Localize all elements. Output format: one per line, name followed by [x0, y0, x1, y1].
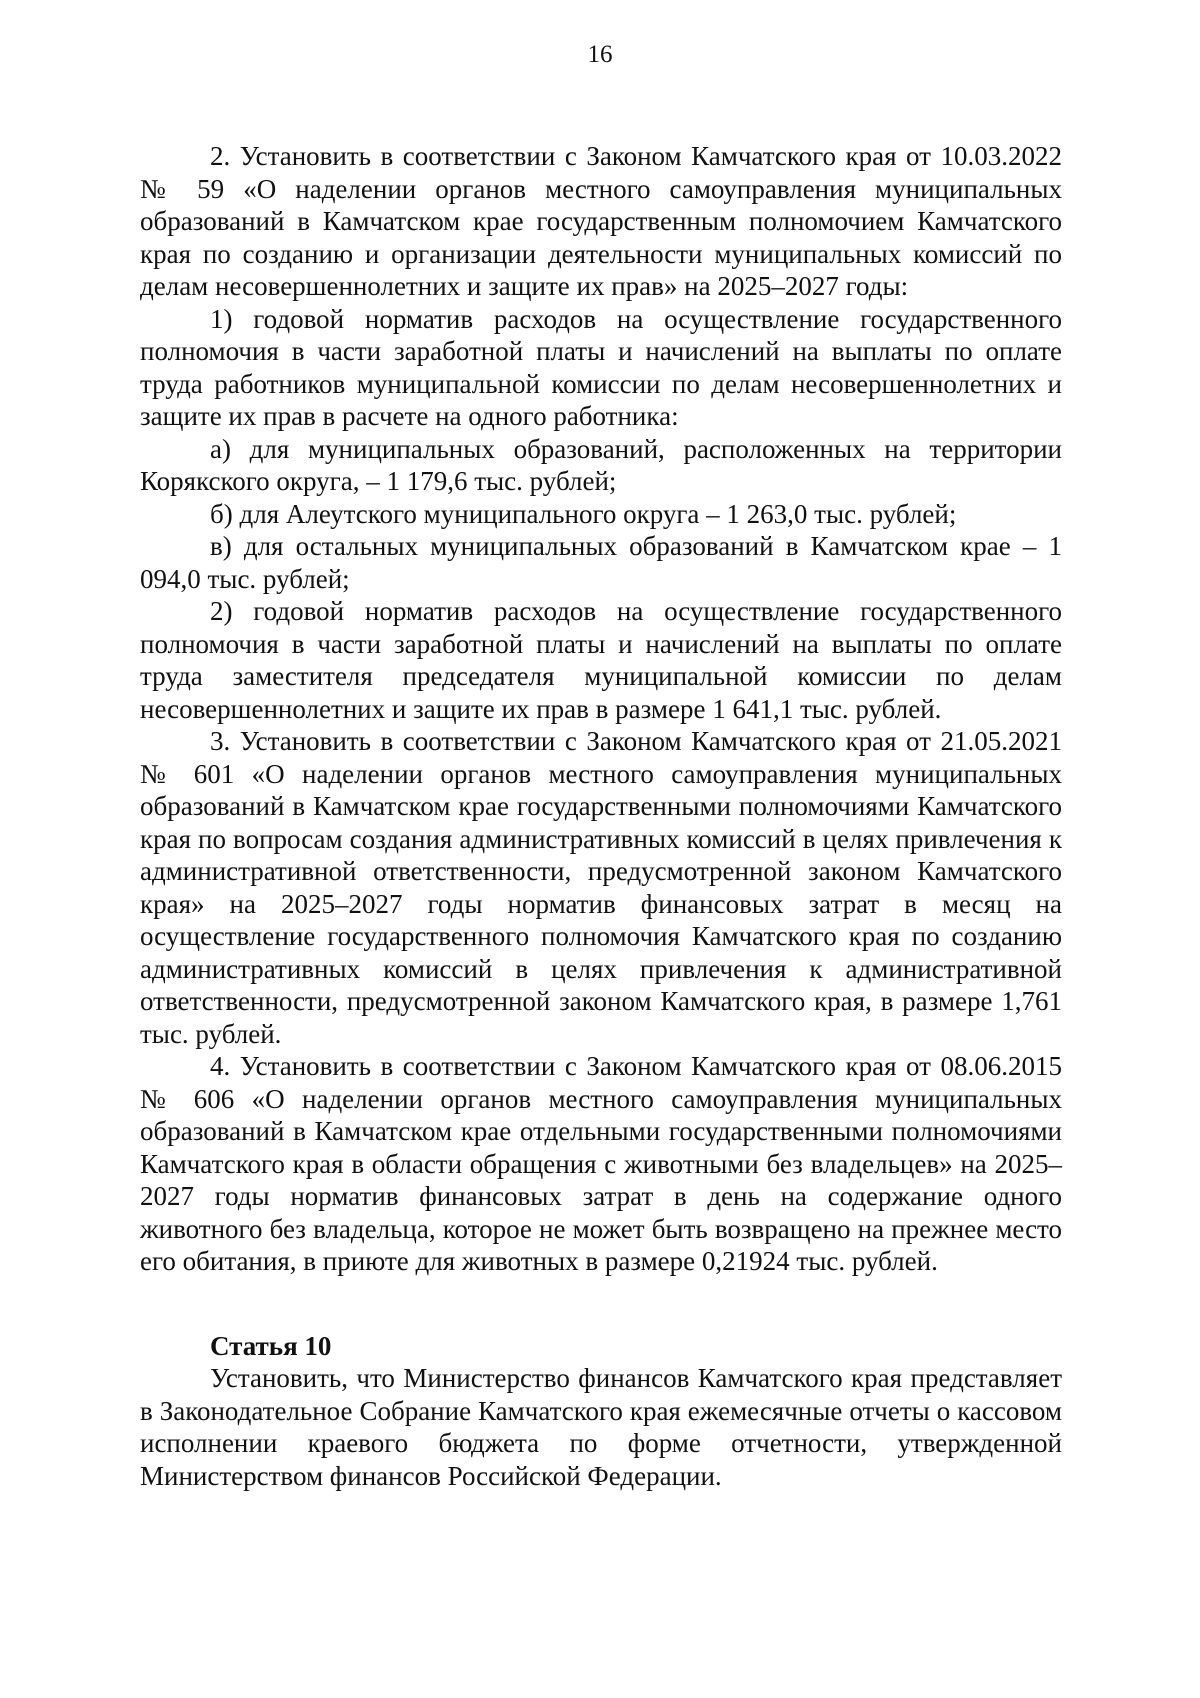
- article-heading: Статья 10: [210, 1330, 332, 1361]
- article-paragraph: Установить, что Министерство финансов Камчатского края представляет в Законодательное Собрание Камчатского края ежемесячные отчеты о кассовом исполнении краевого бюджета по форме отчетности, утвержденной Министерством финансов Российской Федерации.: [140, 1363, 1062, 1491]
- paragraph-subitem-v: в) для остальных муниципальных образований в Камчатском крае – 1 094,0 тыс. рублей;: [140, 531, 1062, 594]
- paragraph-item-3: 3. Установить в соответствии с Законом Камчатского края от 21.05.2021 № 601 «О наделении органов местного самоуправления муниципальных образований в Камчатском крае государственными полномочиями Камчатского края по вопросам создания административных комиссий в целях привлечения к административной ответственности, предусмотренной законом Камчатского края» на 2025–2027 годы норматив финансовых затрат в месяц на осуществление государственного полномочия Камчатского края по созданию административных комиссий в целях привлечения к административной ответственности, предусмотренной законом Камчатского края, в размере 1,761 тыс. рублей.: [140, 726, 1062, 1049]
- paragraph-item-4: 4. Установить в соответствии с Законом Камчатского края от 08.06.2015 № 606 «О наделении органов местного самоуправления муниципальных образований в Камчатском крае отдельными государственными полномочиями Камчатского края в области обращения с животными без владельцев» на 2025–2027 годы норматив финансовых затрат в день на содержание одного животного без владельца, которое не может быть возвращено на прежнее место его обитания, в приюте для животных в размере 0,21924 тыс. рублей.: [140, 1051, 1062, 1276]
- page-number: 16: [587, 41, 613, 68]
- paragraph-subitem-a: а) для муниципальных образований, расположенных на территории Корякского округа, – 1 179,6 тыс. рублей;: [140, 433, 1062, 496]
- paragraph-item-2: 2. Установить в соответствии с Законом Камчатского края от 10.03.2022 № 59 «О наделении органов местного самоуправления муниципальных образований в Камчатском крае государственным полномочием Камчатского края по созданию и организации деятельности муниципальных комиссий по делам несовершеннолетних и защите их прав» на 2025–2027 годы:: [140, 141, 1062, 301]
- paragraph-subitem-b: б) для Алеутского муниципального округа – 1 263,0 тыс. рублей;: [210, 498, 957, 529]
- paragraph-subitem-1: 1) годовой норматив расходов на осуществление государственного полномочия в части заработной платы и начислений на выплаты по оплате труда работников муниципальной комиссии по делам несовершеннолетних и защите их прав в расчете на одного работника:: [140, 303, 1062, 431]
- paragraph-subitem-2: 2) годовой норматив расходов на осуществление государственного полномочия в части заработной платы и начислений на выплаты по оплате труда заместителя председателя муниципальной комиссии по делам несовершеннолетних и защите их прав в размере 1 641,1 тыс. рублей.: [140, 596, 1062, 724]
- document-body: [140, 140, 1062, 1492]
